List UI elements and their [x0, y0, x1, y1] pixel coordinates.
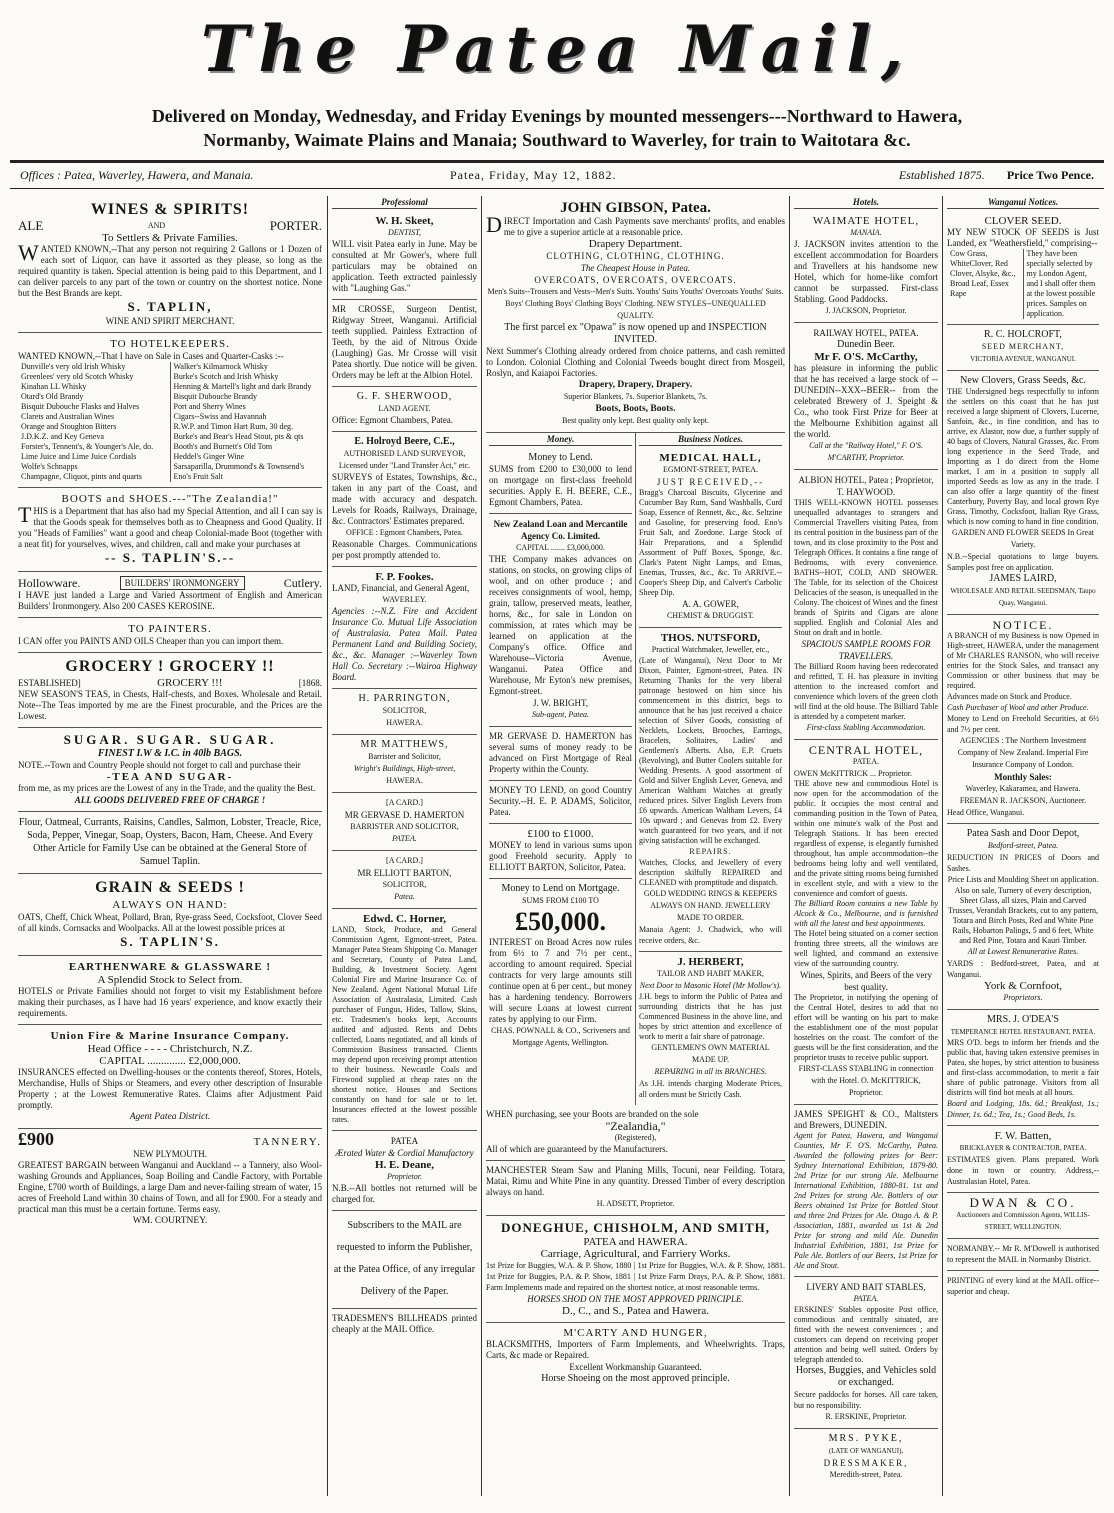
- zealandia-ad: WHEN purchasing, see your Boots are branded on the sole "Zealandia," (Registered), All of which are guaranteed by the Manufacturers.: [486, 1105, 785, 1161]
- sugar-ad: SUGAR. SUGAR. SUGAR. FINEST I.W & I.C. in 40lb BAGS. NOTE.--Town and Country People should not forget to call and purchase their -TEA AND SUGAR- from me, as my prices are the Lowest of any in the Trade, and the quality the Best. ALL GOODS DELIVERED FREE OF CHARGE !: [18, 728, 322, 812]
- odea-ad: MRS. J. O'DEA'S TEMPERANCE HOTEL RESTAURANT, PATEA. MRS O'D. begs to inform her friends and the public that, having taken extensive premises in Patea, she hopes, by strict attention to business and first-class accommodation, to merit a fair share of public patronage. Visitors from all districts will find hot meals at all hours. Board and Lodging, 18s. 6d.; Breakfast, 1s.; Dinner, 1s. 6d.; Tea, 1s.; Good Beds, 1s.: [947, 1010, 1099, 1126]
- manchester-ad: MANCHESTER Steam Saw and Planing Mills, Tocuni, near Feilding. Totara, Matai, Rimu and White Pine in any quantity. Dressed Timber of every description always on hand. H. ADSETT, Proprietor.: [486, 1161, 785, 1216]
- barton-ad: [A CARD.] MR ELLIOTT BARTON, SOLICITOR, Patea.: [332, 851, 477, 909]
- boots-ad: BOOTS and SHOES.---"The Zealandia!" THIS is a Department that has also had my Special Attention, and all I can say is that the Goods speak for themselves both as to Cheapness and Good Quality. If you "Heads of Families" want a good and cheap Colonial-made Boot (together with a neat fit) for yourselves, wives, and children, call and make your purchases at -- S. TAPLIN'S.--: [18, 488, 322, 572]
- earthenware-ad: EARTHENWARE & GLASSWARE ! A Splendid Stock to Select from. HOTELS or Private Families should not forget to visit my Establishment before making their purchases, as I have had 16 years' experience, and know exactly their requirements.: [18, 956, 322, 1025]
- subscribers-notice: Subscribers to the MAIL are requested to inform the Publisher, at the Patea Office, of any irregular Delivery of the Paper.: [332, 1211, 477, 1309]
- ironmongery-ad: Hollowware. BUILDERS' IRONMONGERY Cutlery. I HAVE just landed a Large and Varied Assortment of English and American Builders' Ironmongery. Also 200 CASES KEROSINE.: [18, 572, 322, 618]
- tannery-ad: £900 TANNERY. NEW PLYMOUTH. GREATEST BARGAIN between Wanganui and Auckland -- a Tannery, also Wool-washing Grounds and Appliances, Soap Boiling and Candle Factory, with Portable Engine, £700 worth of Buildings, a large Dam and never-failing stream of water, 15 acres of Freehold Land within 30 chains of Town, and all for £900. For a steady and practical man this must be a certain fortune. Terms easy. WM. COURTNEY.: [18, 1129, 322, 1226]
- offices: Offices : Patea, Waverley, Hawera, and Manaia.: [20, 168, 254, 182]
- seeds-ad: GRAIN & SEEDS ! ALWAYS ON HAND: OATS, Cheff, Chick Wheat, Pollard, Bran, Rye-grass Seed, Cocksfoot, Clover Seed of all kinds. Cornsacks and Woolpacks. All at the lowest possible prices at S. TAPLIN'S.: [18, 874, 322, 956]
- printing-notice: PRINTING of every kind at the MAIL office--superior and cheap.: [947, 1276, 1099, 1296]
- column-2: Professional W. H. Skeet, DENTIST, WILL visit Patea early in June. May be consulted at Mr Gower's, where full particulars may be obtained on application. Teeth extracted painlessly with "Laughing Gas." MR CROSSE, Surgeon Dentist, Ridgway Street, Wanganui. Artificial teeth supplied. Painless Extraction of Teeth, by the aid of Nitrous Oxide (Laughing) Gas. Mr Crosse will visit Patea shortly. Due notice will be given. Orders may be left at the Albion Hotel. G. F. SHERWOOD, LAND AGENT. Office: Egmont Chambers, Patea. E. Holroyd Beere, C.E., AUTHORISED LAND SURVEYOR, Licensed under "Land Transfer Act," etc. SURVEYS of Estates, Townships, &c., taken in any part of the Coast, and made with accuracy and despatch. Levels for Roads, Railways, Drainage, &c. Contractors' Estimates prepared. OFFICE : Egmont Chambers, Patea. Reasonable Charges. Communications per post promptly attended to. F. P. Fookes. LAND, Financial, and General Agent, WAVERLEY. Agencies :--N.Z. Fire and Accident Insurance Co. Mutual Life Association of Australasia. Patea Mail. Patea Permanent Land and Building Society, &c., &c. Manager :--Waverley Town Hall Co. Secretary :--Wairoa Highway Board. H. PARRINGTON, SOLICITOR, HAWERA. MR MATTHEWS, Barrister and Solicitor, Wright's Buildings, High-street, HAWERA. [A CARD.] MR GERVASE D. HAMERTON BARRISTER AND SOLICITOR, PATEA. [A CARD.] MR ELLIOTT BARTON, SOLICITOR, Patea. Edwd. C. Horner, LAND, Stock, Produce, and General Commission Agent, Egmont-street, Patea. Manager Patea Steam Shipping Co. Manager and Secretary, County of Patea Land, Building, & Investment Society. Agent Colonial Fire and Marine Insurance Co. of New Zealand. Agent National Mutual Life Association of Australasia, Limited. Cash purchaser of Fungus, Hides, Tallow, Skins, etc. Tradesmen's books kept, Accounts audited and adjusted. Rents and Debts collected, Loans negotiated, and all kinds of Commission Business transacted. Clients may depend upon receiving prompt attention to their business. Newcastle Coals and Firewood supplied at cheap rates on the shortest notice. Houses and Sections constantly on hand for sale or to let. Insurances effected at the lowest possible rates. PATEA Ærated Water & Cordial Manufactory H. E. Deane, Proprietor. N.B.--All bottles not returned will be charged for. Subscribers to the MAIL are requested to inform the Publisher, at the Patea Office, of any irregular Delivery of the Paper. TRADESMEN'S BILLHEADS printed cheaply at the MAIL Office.: [328, 196, 481, 1496]
- horner-ad: Edwd. C. Horner, LAND, Stock, Produce, and General Commission Agent, Egmont-street, Patea. Manager Patea Steam Shipping Co. Manager and Secretary, County of Patea Land, Building, & Investment Society. Agent Colonial Fire and Marine Insurance Co. of New Zealand. Agent National Mutual Life Association of Australasia, Limited. Cash purchaser of Fungus, Hides, Tallow, Skins, etc. Tradesmen's books kept, Accounts audited and adjusted. Rents and Debts collected, Loans negotiated, and all kinds of Commission Business transacted. Clients may depend upon receiving prompt attention to their business. Newcastle Coals and Firewood supplied at cheap rates on the shortest notice. Houses and Sections constantly on hand for sale or to let. Insurances effected at the lowest possible rates.: [332, 909, 477, 1131]
- column-5: Wanganui Notices. CLOVER SEED. MY NEW STOCK OF SEEDS is Just Landed, ex "Weathersfield," comprising-- Cow Grass, WhiteClover, Red Clover, Alsyke, &c., Broad Leaf, Essex Rape They have been specially selected by my London Agent, and I shall offer them at the lowest possible prices. Samples on application. R. C. HOLCROFT, SEED MERCHANT, VICTORIA AVENUE, WANGANUI. New Clovers, Grass Seeds, &c. THE Undersigned begs respectfully to inform the settlers on this coast that he has just received a large shipment of Clovers, Lucerne, Sanfoin, &c., in fine condition, and has to arrive, ex Alastor, now due, a further supply of 40 bags of Clovers, Natural Grasses, &c. From long experience in the Seed Trade, and Importing as I do direct from the Home market, I am in a position to supply all imported Seeds as low as any in the trade. I can also offer a large quantity of the finest Canterbury, Poverty Bay, and local grown Rye Grass, Timothy, Cocksfoot, Italian Rye Grass, which is now coming to hand in fine condition. GARDEN AND FLOWER SEEDS In Great Variety. N.B.--Special quotations to large buyers. Samples post free on application. JAMES LAIRD, WHOLESALE AND RETAIL SEEDSMAN, Taupo Quay, Wanganui. NOTICE. A BRANCH of my Business is now Opened in High-street, HAWERA, under the management of Mr CHARLES RANSON, who will receive entries for the Stock Sales, and transact any Commission or other business that may be required. Advances made on Stock and Produce. Cash Purchaser of Wool and other Produce. Money to Lend on Freehold Securities, at 6½ and 7½ per cent. AGENCIES : The Northern Investment Company of New Zealand. Imperial Fire Insurance Company of London. Monthly Sales: Waverley, Kakaramea, and Hawera. FREEMAN R. JACKSON, Auctioneer. Head Office, Wanganui. Patea Sash and Door Depot, Bedford-street, Patea. REDUCTION IN PRICES of Doors and Sashes. Price Lists and Moulding Sheet on application. Also on sale, Turnery of every description, Sheet Glass, all sizes, Plain and Carved Trusses, Verandah Brackets, cut to any pattern, Totara and Birch Posts, Red and White Pine Rails, Hobarton Palings, 5 and 6 feet, White and Red Pine, Totara and Kauri Timber. All at Lowest Remunerative Rates. YARDS : Bedford-street, Patea, and at Wanganui. York & Cornfoot, Proprietors. MRS. J. O'DEA'S TEMPERANCE HOTEL RESTAURANT, PATEA. MRS O'D. begs to inform her friends and the public that, having taken extensive premises in Patea, she hopes, by strict attention to business and first-class accommodation, to merit a fair share of public patronage. Visitors from all districts will find hot meals at all hours. Board and Lodging, 18s. 6d.; Breakfast, 1s.; Dinner, 1s. 6d.; Tea, 1s.; Good Beds, 1s. F. W. Batten, BRICKLAYER & CONTRACTOR, PATEA. ESTIMATES given. Plans prepared. Work done in town or country. Address,--Australasian Hotel, Patea. DWAN & CO. Auctioneers and Commission Agents, WILLIS-STREET, WELLINGTON. NORMANBY.-- Mr R. M'Dowell is authorised to represent the MAIL in Normanby District. PRINTING of every kind at the MAIL office--superior and cheap.: [943, 196, 1103, 1496]
- column-1: [14, 196, 326, 1496]
- delivery-subhead: Delivered on Monday, Wednesday, and Friday Evenings by mounted messengers---Northward to Hawera, Normanby, Waimate Plains and Manaia; Southward to Waverley, for train to Waitotara &c.: [151, 106, 963, 150]
- money-section: Money. Money to Lend. SUMS from £200 to £30,000 to lend on mortgage on first-class freehold securities. Apply E. H. BEERE, C.E., Egmont Chambers, Patea. New Zealand Loan and Mercantile Agency Co. Limited. CAPITAL ....... £3,000,000. THE Company makes advances on stations, on stocks, on growing clips of wool, and on other produce ; and receives consignments of wool, hemp, grain, tallow, preserved meats, leather, horns, &c., for sale in London on commission, at rates which may be learned on application at the Company's office. Office and Warehouse--Victoria Avenue, Wanganui. Patea Office and Warehouse, Mr Eyton's new premises, Egmont-street. J. W. BRIGHT, Sub-agent, Patea. MR GERVASE D. HAMERTON has several sums of money ready to be advanced on First Mortgage of Real Property within the County. MONEY TO LEND, on good Country Security.--H. E. P. ADAMS, Solicitor, Patea. £100 to £1000. MONEY to lend in various sums upon good Freehold security. Apply to ELLIOTT BARTON, Solicitor, Patea. Money to Lend on Mortgage. SUMS FROM £100 TO £50,000. INTEREST on Broad Acres now rules from 6½ to 7 and 7½ per cent., according to amount required. Special contracts for very large amounts still continue open at 6 per cent., but money has a hardening tendency. Borrowers will secure Loans at lowest current rates by applying to our Firm. CHAS. POWNALL & CO., Scriveners and Mortgage Agents, Wellington.: [489, 434, 632, 1047]
- grocery-ad: GROCERY ! GROCERY !! ESTABLISHED] GROCERY !!! [1868. NEW SEASON'S TEAS, in Chests, Half-chests, and Boxes. Wholesale and Retail. Note--The Teas imported by me are the Finest procurable, and the Prices are the Lowest.: [18, 653, 322, 728]
- jackson-notice-ad: NOTICE. A BRANCH of my Business is now Opened in High-street, HAWERA, under the management of Mr CHARLES RANSON, who will receive entries for the Stock Sales, and transact any Commission or other business that may be required. Advances made on Stock and Produce. Cash Purchaser of Wool and other Produce. Money to Lend on Freehold Securities, at 6½ and 7½ per cent. AGENCIES : The Northern Investment Company of New Zealand. Imperial Fire Insurance Company of London. Monthly Sales: Waverley, Kakaramea, and Hawera. FREEMAN R. JACKSON, Auctioneer. Head Office, Wanganui.: [947, 615, 1099, 824]
- sash-door-ad: Patea Sash and Door Depot, Bedford-street, Patea. REDUCTION IN PRICES of Doors and Sashes. Price Lists and Moulding Sheet on application. Also on sale, Turnery of every description, Sheet Glass, all sizes, Plain and Carved Trusses, Verandah Brackets, cut to any pattern, Totara and Birch Posts, Red and White Pine Rails, Hobarton Palings, 5 and 6 feet, White and Red Pine, Totara and Kauri Timber. All at Lowest Remunerative Rates. YARDS : Bedford-street, Patea, and at Wanganui. York & Cornfoot, Proprietors.: [947, 824, 1099, 1010]
- livery-ad: LIVERY AND BAIT STABLES, PATEA. ERSKINES' Stables opposite Post office, commodious and centrally situated, are fitted with the newest conveniences ; and customers can depend on receiving proper attention and being well suited. Orders by telegraph attended to. Horses, Buggies, and Vehicles sold or exchanged. Secure paddocks for horses. All care taken, but no responsibility. R. ERSKINE, Proprietor.: [794, 1277, 938, 1429]
- skeet-ad: W. H. Skeet, DENTIST, WILL visit Patea early in June. May be consulted at Mr Gower's, where full particulars may be obtained on application. Teeth extracted painlessly with "Laughing Gas.": [332, 211, 477, 300]
- dateline: [20, 166, 1094, 184]
- gibson-ad: JOHN GIBSON, Patea. DIRECT Importation and Cash Payments save merchants' profits, and enables me to give a superior article at a reasonable price. Drapery Department. CLOTHING, CLOTHING, CLOTHING. The Cheapest House in Patea. OVERCOATS, OVERCOATS, OVERCOATS. Men's Suits--Trousers and Vests--Men's Suits. Youths' Suits Youths' Overcoats Youths' Suits. Boys' Clothing Boys' Clothing Boys' Clothing. NEW STYLES--UNEQUALLED QUALITY. The first parcel ex "Opawa" is now opened up and INSPECTION INVITED. Next Summer's Clothing already ordered from choice patterns, and cash remitted to London. Colonial Clothing and Colonial Tweeds bought direct from Mosgeil, Roslyn, and Kaiapoi Factories. Drapery, Drapery, Drapery. Superior Blankets, 7s. Superior Blankets, 7s. Boots, Boots, Boots. Best quality only kept. Best quality only kept.: [486, 196, 785, 433]
- general-store-ad: Flour, Oatmeal, Currants, Raisins, Candles, Salmon, Lobster, Treacle, Rice, Soda, Pepper, Vinegar, Soap, Oysters, Bacon, Ham, Cheese. And Every Other Article for Family Use can be obtained at the General Store of Samuel Taplin.: [18, 812, 322, 874]
- fookes-ad: F. P. Fookes. LAND, Financial, and General Agent, WAVERLEY. Agencies :--N.Z. Fire and Accident Insurance Co. Mutual Life Association of Australasia. Patea Mail. Patea Permanent Land and Building Society, &c., &c. Manager :--Waverley Town Hall Co. Secretary :--Wairoa Highway Board.: [332, 567, 477, 689]
- insurance-ad: Union Fire & Marine Insurance Company. Head Office - - - - Christchurch, N.Z. CAPITAL .............. £2,000,000. INSURANCES effected on Dwelling-houses or the contents thereof, Stores, Hotels, Merchandise, Hulls of Ships or Steamers, and every other description of Insurable Property ; at the Lowest Remunerative Rates. Claims after Adjustment Paid promptly. Agent Patea District.: [18, 1025, 322, 1129]
- parrington-ad: H. PARRINGTON, SOLICITOR, HAWERA.: [332, 689, 477, 735]
- column-4: Hotels. WAIMATE HOTEL, MANAIA. J. JACKSON invites attention to the excellent accommodation for Boarders and Travellers at his handsome new Hotel, which for home-like comfort cannot be surpassed. First-class Stabling. Good Paddocks. J. JACKSON, Proprietor. RAILWAY HOTEL, PATEA. Dunedin Beer. Mr F. O'S. McCarthy, has pleasure in informing the public that he has received a large stock of --DUNEDIN--XXX--BEER-- from the celebrated Brewery of J. Speight & Co., who took First Prize for Beer at the Melbourne Exhibition against all the world. Call at the "Railway Hotel," F. O'S. M'CARTHY, Proprietor. ALBION HOTEL, Patea ; Proprietor, T. HAYWOOD. THIS WELL-KNOWN HOTEL possesses unequalled advantages to strangers and Commercial Travellers visiting Patea, from its central position in the business part of the town, and its close proximity to the Post and Telegraph Offices. It contains a fine range of Bedrooms, with every convenience. BATHS--HOT, COLD, AND SHOWER. The Table, for its selection of the Choicest Delicacies of the season, is unequalled in the Colony. The choicest of Wines and the finest brands of Spirits and Cigars are alone supplied. English and Colonial Ales and Stout on draft and in bottle. SPACIOUS SAMPLE ROOMS FOR TRAVELLERS. The Billiard Room having been redecorated and refitted, T. H. has pleasure in inviting attention to the increased comfort and convenience which lovers of the green cloth will find at the old house. The Billiard Table is attended by a competent marker. First-class Stabling Accommodation. CENTRAL HOTEL, PATEA. OWEN McKITTRICK ... Proprietor. THE above new and commodious Hotel is now open for the accommodation of the public. It occupies the most central and commanding position in the Town of Patea, within one minute's walk of the Post and Telegraph Stations. It has been erected regardless of expense, is elegantly furnished throughout, has ample accommodation--the bedrooms being lofty and well ventilated, and the private sitting rooms being furnished in excellent style, and with a view to the convenience and comfort of guests. The Billiard Room contains a new Table by Alcock & Co., Melbourne, and is furnished with all the latest and best appointments. The Hotel being situated on a corner section fronting three streets, all the windows are well lighted, and command an extensive view of the surrounding country. Wines, Spirits, and Beers of the very best quality. The Proprietor, in notifying the opening of the Central Hotel, desires to add that no effort will be wanting on his part to make the establishment one of the most popular hostelries on the coast. The comfort of the guests will be the first consideration, and the proprietor trusts to receive public support. FIRST-CLASS STABLING in connection with the Hotel. O. McKITTRICK, Proprietor. JAMES SPEIGHT & CO., Maltsters and Brewers, DUNEDIN. Agent for Patea, Hawera, and Wanganui Counties, Mr F. O'S. McCarthy, Patea. Awarded the following prizes for Beer: Sydney International Exhibition, 1879-80. 2nd Prize for our strong Ale. Melbourne International Exhibition, 1880-81. 1st and 2nd Prizes for strong Ale. Bottlers of our Beers obtained 1st Prize for Bottled Stout and three 2nd Prizes for Ale. Otago A. & P. Association, 1881, awarded us 1st & 2nd Prize for strong and mild Ale. Dunedin Industrial Exhibition, 1881, 1st Prize for Pale Ale. Bottlers of our Beers, 1st Prize for Ale and Stout. LIVERY AND BAIT STABLES, PATEA. ERSKINES' Stables opposite Post office, commodious and centrally situated, are fitted with the newest conveniences ; and customers can depend on receiving proper attention and being well suited. Orders by telegraph attended to. Horses, Buggies, and Vehicles sold or exchanged. Secure paddocks for horses. All care taken, but no responsibility. R. ERSKINE, Proprietor. MRS. PYKE, (LATE OF WANGANUI), DRESSMAKER, Meredith-street, Patea.: [790, 196, 942, 1496]
- rule: [10, 188, 1104, 189]
- railway-hotel-ad: RAILWAY HOTEL, PATEA. Dunedin Beer. Mr F. O'S. McCarthy, has pleasure in informing the public that he has received a large stock of --DUNEDIN--XXX--BEER-- from the celebrated Brewery of J. Speight & Co., who took First Prize for Beer at the Melbourne Exhibition against all the world. Call at the "Railway Hotel," F. O'S. M'CARTHY, Proprietor.: [794, 323, 938, 470]
- waimate-hotel-ad: WAIMATE HOTEL, MANAIA. J. JACKSON invites attention to the excellent accommodation for Boarders and Travellers at his handsome new Hotel, which for home-like comfort cannot be surpassed. First-class Stabling. Good Paddocks. J. JACKSON, Proprietor.: [794, 211, 938, 323]
- painters-ad: TO PAINTERS. I CAN offer you PAINTS AND OILS Cheaper than you can import them.: [18, 618, 322, 653]
- crosse-ad: MR CROSSE, Surgeon Dentist, Ridgway Street, Wanganui. Artificial teeth supplied. Painless Extraction of Teeth, by the aid of Nitrous Oxide (Laughing) Gas. Mr Crosse will visit Patea shortly. Due notice will be given. Orders may be left at the Albion Hotel.: [332, 300, 477, 387]
- normanby-notice: NORMANBY.-- Mr R. M'Dowell is authorised to represent the MAIL in Normanby District.: [947, 1239, 1099, 1271]
- column-3: [482, 196, 789, 1496]
- dwan-ad: DWAN & CO. Auctioneers and Commission Agents, WILLIS-STREET, WELLINGTON.: [947, 1193, 1099, 1239]
- hotel-items-right: Walker's Kilmarnock Whisky Burke's Scotch and Irish Whisky Henning & Martell's light and dark Brandy Bisquit Dubouche Brandy Port and Sherry Wines Cigars--Swiss and Havannah R.W.P. and Timon Hart Rum, 30 deg. Burke's and Bear's Head Stout, pts & qts Booth's and Burnett's Old Tom Heddel's Ginger Wine Sarsaparilla, Drummond's & Townsend's Eno's Fruit Salt: [170, 362, 323, 482]
- rule: [10, 160, 1104, 163]
- matthews-ad: MR MATTHEWS, Barrister and Solicitor, Wright's Buildings, High-street, HAWERA.: [332, 735, 477, 793]
- hotelkeepers-ad: TO HOTELKEEPERS. WANTED KNOWN,--That I have on Sale in Cases and Quarter-Casks :-- Dunville's very old Irish Whisky Greenlees' very old Scotch Whisky Kinahan LL Whisky Otard's Old Brandy Bisquit Dubouche Flasks and Halves Clarets and Australian Wines Orange and Stoughton Bitters J.D.K.Z. and Key Geneva Forster's, Tennent's, & Younger's Ale, do. Lime Juice and Lime Juice Cordials Wolfe's Schnapps Champagne, Cliquot, pints and quarts Walker's Kilmarnock Whisky Burke's Scotch and Irish Whisky Henning & Martell's light and dark Brandy Bisquit Dubouche Brandy Port and Sherry Wines Cigars--Swiss and Havannah R.W.P. and Timon Hart Rum, 30 deg. Burke's and Bear's Head Stout, pts & qts Booth's and Burnett's Old Tom Heddel's Ginger Wine Sarsaparilla, Drummond's & Townsend's Eno's Fruit Salt: [18, 333, 322, 488]
- beere-ad: E. Holroyd Beere, C.E., AUTHORISED LAND SURVEYOR, Licensed under "Land Transfer Act," etc. SURVEYS of Estates, Townships, &c., taken in any part of the Coast, and made with accuracy and despatch. Levels for Roads, Railways, Drainage, &c. Contractors' Estimates prepared. OFFICE : Egmont Chambers, Patea. Reasonable Charges. Communications per post promptly attended to.: [332, 432, 477, 567]
- masthead: [0, 8, 1114, 92]
- albion-hotel-ad: ALBION HOTEL, Patea ; Proprietor, T. HAYWOOD. THIS WELL-KNOWN HOTEL possesses unequalled advantages to strangers and Commercial Travellers visiting Patea, from its central position in the business part of the town, and its close proximity to the Post and Telegraph Offices. It contains a fine range of Bedrooms, with every convenience. BATHS--HOT, COLD, AND SHOWER. The Table, for its selection of the Choicest Delicacies of the season, is unequalled in the Colony. The choicest of Wines and the finest brands of Spirits and Cigars are alone supplied. English and Colonial Ales and Stout on draft and in bottle. SPACIOUS SAMPLE ROOMS FOR TRAVELLERS. The Billiard Room having been redecorated and refitted, T. H. has pleasure in inviting attention to the increased comfort and convenience which lovers of the green cloth will find at the old house. The Billiard Table is attended by a competent marker. First-class Stabling Accommodation.: [794, 470, 938, 740]
- clover-seed-ad: CLOVER SEED. MY NEW STOCK OF SEEDS is Just Landed, ex "Weathersfield," comprising-- Cow Grass, WhiteClover, Red Clover, Alsyke, &c., Broad Leaf, Essex Rape They have been specially selected by my London Agent, and I shall offer them at the lowest possible prices. Samples on application.: [947, 211, 1099, 325]
- deane-ad: PATEA Ærated Water & Cordial Manufactory H. E. Deane, Proprietor. N.B.--All bottles not returned will be charged for.: [332, 1131, 477, 1211]
- business-section: Business Notices. MEDICAL HALL, EGMONT-STREET, PATEA. JUST RECEIVED,-- Bragg's Charcoal Biscuits, Glycerine and Cucumber Bay Rum, Sand Washballs, Curd Soap, Essence of Rennett, &c., &c. Seltzine and Gasoline, for preserving food. Eno's Fruit Salt, and Zoedone. Large Stock of Hair Preparations, and a Splendid Assortment of Puff Boxes, Sponge, &c. Clark's Patent Night Lamps, and Etnas, Enemas, Trusses, &c., &c. To ARRIVE.--Cooper's Sheep Dip, and Calvert's Carbolic Sheep Dip. A. A. GOWER, CHEMIST & DRUGGIST. THOS. NUTSFORD, Practical Watchmaker, Jeweller, etc., (Late of Wanganui), Next Door to Mr Dixon, Painter, Egmont-street, Patea. IN Returning Thanks for the very liberal patronage bestowed on him since his commencement in this district, begs to announce that he has just received a choice selection of Silver Goods, consisting of Necklets, Lockets, Brooches, Earrings, Bracelets, Solitaires, Ladies' and Gentlemen's Alberts. Also, E.P. Cruets (Revolving), and Butter Coolers suitable for Wedding Presents. A good assortment of Gold and Silver English Lever, Geneva, and American Waltham Watches at greatly reduced prices. Silver English Levers from £6 upwards. American Waltham Levers, £4 10s upward ; and Genevas from £2. Every watch guaranteed for two years, and if not giving satisfaction will be exchanged. REPAIRS. Watches, Clocks, and Jewellery of every description skilfully REPAIRED and CLEANED with promptitude and dispatch. GOLD WEDDING RINGS & KEEPERS ALWAYS ON HAND. JEWELLERY MADE TO ORDER. Manaia Agent: J. Chadwick, who will receive orders, &c. J. HERBERT, TAILOR AND HABIT MAKER, Next Door to Masonic Hotel (Mr Mollow's). J.H. begs to inform the Public of Patea and surrounding districts that he has just Commenced Business in the above line, and hopes by strict attention and excellence of work to merit a fair share of patronage. GENTLEMEN'S OWN MATERIAL MADE UP. REPAIRING in all its BRANCHES. As J.H. intends charging Moderate Prices, all orders must be Strictly Cash.: [635, 433, 785, 1105]
- speight-ad: JAMES SPEIGHT & CO., Maltsters and Brewers, DUNEDIN. Agent for Patea, Hawera, and Wanganui Counties, Mr F. O'S. McCarthy, Patea. Awarded the following prizes for Beer: Sydney International Exhibition, 1879-80. 2nd Prize for our strong Ale. Melbourne International Exhibition, 1880-81. 1st and 2nd Prizes for strong Ale. Bottlers of our Beers obtained 1st Prize for Bottled Stout and three 2nd Prizes for Ale. Otago A. & P. Association, 1881, awarded us 1st & 2nd Prize for strong and mild Ale. Dunedin Industrial Exhibition, 1881, 1st Prize for Pale Ale. Bottlers of our Beers, 1st Prize for Ale and Stout.: [794, 1105, 938, 1277]
- hamerton-ad: [A CARD.] MR GERVASE D. HAMERTON BARRISTER AND SOLICITOR, PATEA.: [332, 793, 477, 851]
- holcroft-ad: R. C. HOLCROFT, SEED MERCHANT, VICTORIA AVENUE, WANGANUI.: [947, 325, 1099, 371]
- billheads-ad: TRADESMEN'S BILLHEADS printed cheaply at the MAIL Office.: [332, 1313, 477, 1334]
- newspaper-title: The Patea Mail,: [200, 12, 914, 87]
- central-hotel-ad: CENTRAL HOTEL, PATEA. OWEN McKITTRICK ... Proprietor. THE above new and commodious Hotel is now open for the accommodation of the public. It occupies the most central and commanding position in the Town of Patea, within one minute's walk of the Post and Telegraph Stations. It has been erected regardless of expense, is elegantly furnished throughout, has ample accommodation--the bedrooms being lofty and well ventilated, and the private sitting rooms being furnished in excellent style, and with a view to the convenience and comfort of guests. The Billiard Room contains a new Table by Alcock & Co., Melbourne, and is furnished with all the latest and best appointments. The Hotel being situated on a corner section fronting three streets, all the windows are well lighted, and command an extensive view of the surrounding country. Wines, Spirits, and Beers of the very best quality. The Proprietor, in notifying the opening of the Central Hotel, desires to add that no effort will be wanting on his part to make the establishment one of the most popular hostelries on the coast. The comfort of the guests will be the first consideration, and the proprietor trusts to receive public support. FIRST-CLASS STABLING in connection with the Hotel. O. McKITTRICK, Proprietor.: [794, 740, 938, 1105]
- issue-date: Patea, Friday, May 12, 1882.: [450, 168, 617, 182]
- price: Price Two Pence.: [1006, 168, 1094, 182]
- pyke-ad: MRS. PYKE, (LATE OF WANGANUI), DRESSMAKER, Meredith-street, Patea.: [823, 1433, 909, 1479]
- established: Established 1875.: [898, 168, 985, 182]
- batten-ad: F. W. Batten, BRICKLAYER & CONTRACTOR, PATEA. ESTIMATES given. Plans prepared. Work done in town or country. Address,--Australasian Hotel, Patea.: [947, 1126, 1099, 1193]
- sherwood-ad: G. F. SHERWOOD, LAND AGENT. Office: Egmont Chambers, Patea.: [332, 387, 477, 432]
- laird-ad: New Clovers, Grass Seeds, &c. THE Undersigned begs respectfully to inform the settlers on this coast that he has just received a large shipment of Clovers, Lucerne, Sanfoin, &c., in fine condition, and has to arrive, ex Alastor, now due, a further supply of 40 bags of Clovers, Natural Grasses, &c. From long experience in the Seed Trade, and Importing as I do direct from the Home market, I am in a position to supply all imported Seeds as low as any in the trade. I can also offer a large quantity of the finest Canterbury, Poverty Bay, and local grown Rye Grass, Timothy, Cocksfoot, Italian Rye Grass, which is now coming to hand in fine condition. GARDEN AND FLOWER SEEDS In Great Variety. N.B.--Special quotations to large buyers. Samples post free on application. JAMES LAIRD, WHOLESALE AND RETAIL SEEDSMAN, Taupo Quay, Wanganui.: [947, 371, 1099, 615]
- mccarty-ad: M'CARTY AND HUNGER, BLACKSMITHS, Importers of Farm Implements, and Wheelwrights. Traps, Carts, &c made or Repaired. Excellent Workmanship Guaranteed. Horse Shoeing on the most approved principle.: [486, 1327, 785, 1384]
- doneghue-ad: DONEGHUE, CHISHOLM, AND SMITH, PATEA and HAWERA. Carriage, Agricultural, and Farriery Works. 1st Prize for Buggies, W.A. & P. Show, 1880 | 1st Prize for Buggies, W.A. & P. Show, 1881. 1st Prize for Buggies, P.A. & P. Show, 1881 | 1st Prize Farm Drays, P.A. & P. Show, 1881. Farm Implements made and repaired on the shortest notice, at most reasonable terms. HORSES SHOD ON THE MOST APPROVED PRINCIPLE. D., C., and S., Patea and Hawera.: [486, 1216, 785, 1323]
- wines-ad: WINES & SPIRITS! ALE AND PORTER. To Settlers & Private Families. WANTED KNOWN,--That any person not requiring 2 Gallons or 1 Dozen of each sort of Liquor, can have it assorted as they please, so long as the required quantity is taken. Special attention is being paid to this Department, and I can deliver parcels to any part of the town or country on the shortest notice. None but the Best Brands are kept. S. TAPLIN, WINE AND SPIRIT MERCHANT.: [18, 196, 322, 333]
- hotel-items-left: Dunville's very old Irish Whisky Greenlees' very old Scotch Whisky Kinahan LL Whisky Otard's Old Brandy Bisquit Dubouche Flasks and Halves Clarets and Australian Wines Orange and Stoughton Bitters J.D.K.Z. and Key Geneva Forster's, Tennent's, & Younger's Ale, do. Lime Juice and Lime Juice Cordials Wolfe's Schnapps Champagne, Cliquot, pints and quarts: [21, 362, 154, 481]
